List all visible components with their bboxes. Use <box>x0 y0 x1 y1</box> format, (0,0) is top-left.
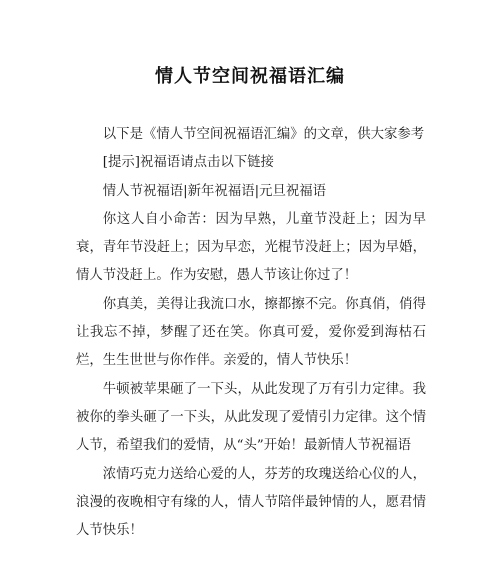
links-paragraph: 情人节祝福语|新年祝福语|元旦祝福语 <box>102 183 327 199</box>
blessing-paragraph: 牛顿被苹果砸了一下头，从此发现了万有引力定律。我被你的拳头砸了一下头，从此发现了爱情引力定律。这个情人节，希望我们的爱情，从“头”开始！最新情人节祝福语 <box>76 381 426 454</box>
intro-paragraph: 以下是《情人节空间祝福语汇编》的文章，供大家参考 <box>102 127 425 142</box>
blessing-paragraph: 你这人自小命苦：因为早熟，儿童节没赶上；因为早衰，青年节没赶上；因为早恋，光棍节没赶上；因为早婚，情人节没赶上。作为安慰，愚人节该让你过了！ <box>76 211 426 284</box>
blessing-paragraph: 浓情巧克力送给心爱的人，芬芳的玫瑰送给心仪的人，浪漫的夜晚相守有缘的人，情人节陪伴最钟情的人，愿君情人节快乐！ <box>76 466 426 539</box>
tip-paragraph: [提示]祝福语请点击以下链接 <box>102 155 274 171</box>
blessing-paragraph: 你真美，美得让我流口水，擦都擦不完。你真俏，俏得让我忘不掉，梦醒了还在笑。你真可爱，爱你爱到海枯石烂，生生世世与你作伴。亲爱的，情人节快乐！ <box>76 296 426 369</box>
document-body <box>76 121 426 545</box>
document-title: 情人节空间祝福语汇编 <box>155 66 345 87</box>
